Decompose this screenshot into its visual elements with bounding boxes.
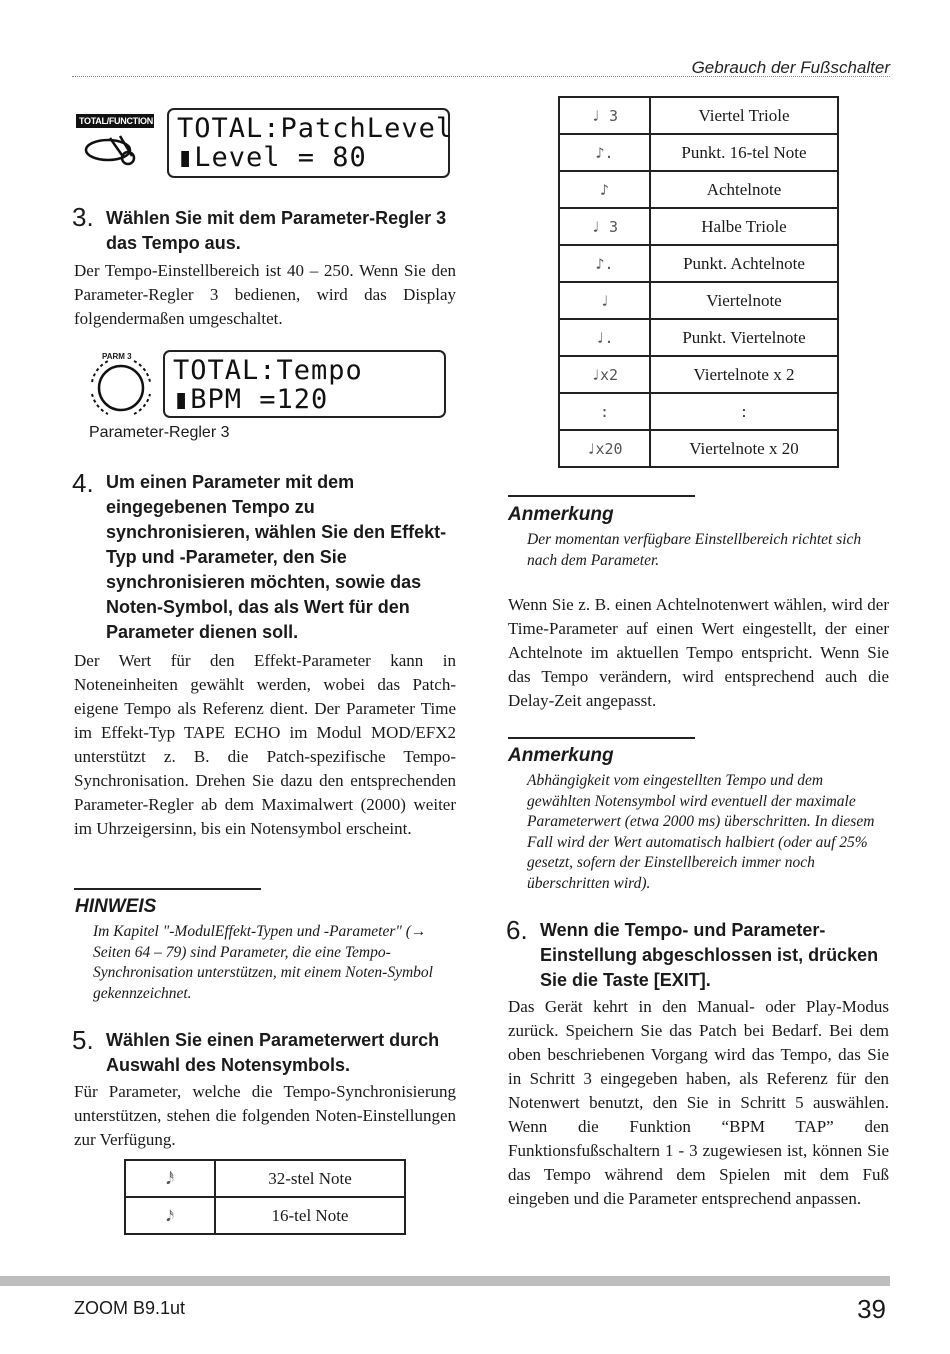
note-label: Viertelnote x 20 — [650, 430, 838, 467]
step-number-4: 4. — [72, 468, 94, 498]
page-number: 39 — [857, 1294, 886, 1324]
note-label: Halbe Triole — [650, 208, 838, 245]
step-number-6: 6. — [506, 915, 528, 945]
step-5-body: Für Parameter, welche die Tempo-Synchronisierung unterstützen, stehen die folgenden Noten-Einstellungen zur Verfügung. — [74, 1082, 456, 1149]
header-rule — [72, 76, 890, 77]
note-label: : — [650, 393, 838, 430]
note-label: Punkt. Achtelnote — [650, 245, 838, 282]
step-3-body: Der Tempo-Einstellbereich ist 40 – 250. Wenn Sie den Parameter-Regler 3 bedienen, wird das Display folgendermaßen umgeschaltet. — [74, 261, 456, 328]
paragraph-achtelnote: Wenn Sie z. B. einen Achtelnotenwert wählen, wird der Time-Parameter auf einen Wert eingestellt, der einer Achtelnote im aktuellen Tempo entspricht. Wenn Sie das Tempo verändern, wird entsprechend auch die Delay-Zeit angepasst. — [508, 595, 889, 710]
note-symbol: : — [559, 393, 650, 430]
note-symbol: ♪. — [559, 134, 650, 171]
note-symbol: 𝅘𝅥𝅯 — [125, 1197, 215, 1234]
note-label: 16-tel Note — [215, 1197, 405, 1234]
table-row — [559, 208, 838, 245]
table-row — [125, 1197, 405, 1234]
note-symbol: ♩ 3 — [559, 97, 650, 134]
knob-caption: Parameter-Regler 3 — [89, 424, 230, 441]
table-row — [559, 171, 838, 208]
note-1-title: Anmerkung — [508, 504, 614, 525]
note-symbol: ♩x20 — [559, 430, 650, 467]
total-function-footswitch-icon — [76, 114, 154, 174]
note-symbol: ♩x2 — [559, 356, 650, 393]
footswitch-press-icon — [76, 128, 154, 168]
step-number-3: 3. — [72, 202, 94, 232]
table-row — [559, 97, 838, 134]
note-label: Viertelnote x 2 — [650, 356, 838, 393]
step-3-heading: Wählen Sie mit dem Parameter-Regler 3 das Tempo aus. — [106, 208, 447, 253]
table-row — [559, 319, 838, 356]
lcd-line-2: ▮Level = 80 — [177, 142, 367, 173]
note-2-text: Abhängigkeit vom eingestellten Tempo und dem gewählten Notensymbol wird eventuell der maximale Parameterwert (etwa 2000 ms) überschritten. In diesem Fall wird der Wert automatisch halbiert (oder auf 25% gesetzt, sofern der Einstellbereich immer noch überschritten wird). — [527, 772, 875, 892]
note-label: Achtelnote — [650, 171, 838, 208]
note-label: Viertelnote — [650, 282, 838, 319]
parm3-knob-icon — [84, 352, 158, 418]
note-symbol: ♩ 3 — [559, 208, 650, 245]
note-table-left — [124, 1159, 406, 1235]
step-number-5: 5. — [72, 1025, 94, 1055]
table-row — [559, 356, 838, 393]
step-6-heading: Wenn die Tempo- und Parameter-Einstellung abgeschlossen ist, drücken Sie die Taste [EXIT]. — [540, 920, 879, 990]
note-label: 32-stel Note — [215, 1160, 405, 1197]
step-4-heading: Um einen Parameter mit dem eingegebenen Tempo zu synchronisieren, wählen Sie den Effekt-Typ und -Parameter, den Sie synchronisieren möchten, sowie das Noten-Symbol, das als Wert für den Parameter dienen soll. — [106, 472, 447, 642]
switch-badge: TOTAL/FUNCTION — [76, 114, 154, 128]
step-6-body: Das Gerät kehrt in den Manual- oder Play-Modus zurück. Speichern Sie das Patch bei Bedarf. Bei dem oben beschriebenen Vorgang wird das Tempo, das Sie in Schritt 3 eingegeben haben, als Referenz für den Notenwert benutzt, den Sie in Schritt 5 auswählen. Wenn die Funktion “BPM TAP” den Funktionsfußschaltern 1 - 3 zugewiesen ist, können Sie das Tempo während dem Spielen mit dem Fuß eingeben und die Parameter entsprechend anpassen. — [508, 997, 889, 1208]
note-1-rule — [508, 495, 695, 497]
lcd-line-1: TOTAL:PatchLevel — [177, 113, 454, 144]
footer-bar — [0, 1276, 890, 1286]
note-table-right — [558, 96, 839, 468]
note-2-title: Anmerkung — [508, 745, 614, 766]
hinweis-text: Im Kapitel "-ModulEffekt-Typen und -Parameter" (→ Seiten 64 – 79) sind Parameter, die eine Tempo-Synchronisation unterstützen, mit einem Noten-Symbol gekennzeichnet. — [93, 923, 433, 1002]
table-row — [559, 430, 838, 467]
hinweis-title: HINWEIS — [75, 896, 157, 917]
lcd-display-patchlevel — [167, 108, 454, 178]
table-row — [559, 134, 838, 171]
lcd-line-2: ▮BPM =120 — [173, 384, 329, 415]
note-symbol: ♪ — [559, 171, 650, 208]
table-row — [559, 245, 838, 282]
note-symbol: ♩ — [559, 282, 650, 319]
lcd-line-1: TOTAL:Tempo — [173, 355, 363, 386]
note-1-text: Der momentan verfügbare Einstellbereich richtet sich nach dem Parameter. — [527, 531, 862, 569]
note-label: Viertel Triole — [650, 97, 838, 134]
table-row — [559, 393, 838, 430]
hinweis-rule — [74, 888, 261, 890]
footer-brand: ZOOM B9.1ut — [74, 1298, 186, 1318]
note-symbol: ♩. — [559, 319, 650, 356]
lcd-display-tempo — [163, 350, 446, 418]
table-row — [125, 1160, 405, 1197]
note-label: Punkt. Viertelnote — [650, 319, 838, 356]
running-header: Gebrauch der Fußschalter — [691, 58, 890, 77]
knob-label: PARM 3 — [102, 352, 132, 361]
table-row — [559, 282, 838, 319]
note-label: Punkt. 16-tel Note — [650, 134, 838, 171]
step-5-heading: Wählen Sie einen Parameterwert durch Auswahl des Notensymbols. — [106, 1030, 440, 1075]
note-symbol: ♪. — [559, 245, 650, 282]
note-2-rule — [508, 737, 695, 739]
step-4-body: Der Wert für den Effekt-Parameter kann in Noteneinheiten gewählt werden, wobei das Patch-eigene Tempo als Referenz dient. Der Parameter Time im Effekt-Typ TAPE ECHO im Modul MOD/EFX2 unterstützt z. B. die Patch-spezifische Tempo-Synchronisation. Drehen Sie dazu den entsprechenden Parameter-Regler ab dem Maximalwert (2000) weiter im Uhrzeigersinn, bis ein Notensymbol erscheint. — [74, 651, 456, 838]
note-symbol: 𝅘𝅥𝅰 — [125, 1160, 215, 1197]
